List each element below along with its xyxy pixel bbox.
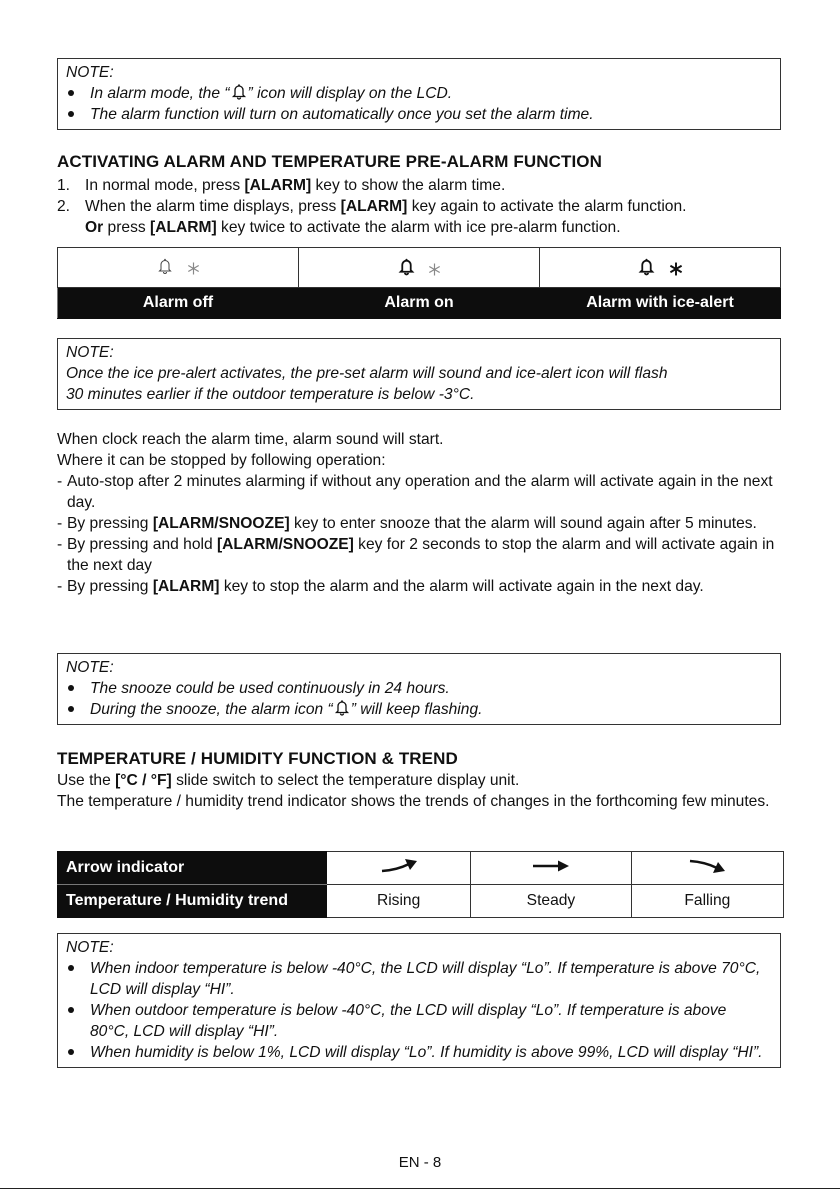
label-alarm-on: Alarm on <box>299 288 540 319</box>
arrow-rising-icon <box>379 858 419 874</box>
note-snooze <box>57 653 781 725</box>
snowflake-bold-icon <box>669 262 683 276</box>
step-text: key twice to activate the alarm with ice pre-alarm function. <box>216 219 621 236</box>
note-list <box>66 958 773 1063</box>
key-label: [ALARM/SNOOZE] <box>152 515 290 532</box>
paragraph-text: Use the <box>57 772 116 789</box>
step-item <box>57 175 787 196</box>
snowflake-outline-icon <box>428 263 441 276</box>
note-item <box>66 83 773 104</box>
arrow-cell <box>471 852 631 885</box>
trend-row <box>58 885 784 918</box>
key-label: [ALARM/SNOOZE] <box>216 536 354 553</box>
note-title: NOTE: <box>66 64 114 81</box>
arrow-falling-icon <box>687 858 727 874</box>
note-item: When outdoor temperature is below -40°C, the LCD will display “Lo”. If temperature is above 80°C, LCD will display “HI”. <box>66 1000 765 1042</box>
note-item: When humidity is below 1%, LCD will display “Lo”. If humidity is above 99%, LCD will display “HI”. <box>66 1042 765 1063</box>
section-heading-temperature: TEMPERATURE / HUMIDITY FUNCTION & TREND <box>57 749 458 768</box>
page-number: EN - 8 <box>398 1154 442 1171</box>
stop-operations-list <box>57 471 779 597</box>
arrow-cell <box>631 852 783 885</box>
trend-steady: Steady <box>471 885 631 918</box>
alarm-labels-row <box>58 288 781 319</box>
bell-icon <box>334 699 350 716</box>
note-text: ” will keep flashing. <box>350 701 483 718</box>
step-text: press <box>103 219 150 236</box>
key-label: [°C / °F] <box>115 772 172 789</box>
snowflake-outline-icon <box>187 262 200 275</box>
arrow-indicator-header: Arrow indicator <box>58 852 327 885</box>
operation-item <box>57 534 779 576</box>
section-heading-alarm: ACTIVATING ALARM AND TEMPERATURE PRE-ALARM FUNCTION <box>57 152 602 171</box>
step-number: 1. <box>57 177 71 194</box>
dash: - <box>57 515 63 532</box>
note-line: 30 minutes earlier if the outdoor temperature is below -3°C. <box>66 386 475 403</box>
label-alarm-off: Alarm off <box>58 288 299 319</box>
note-item: The alarm function will turn on automatically once you set the alarm time. <box>66 104 773 125</box>
alarm-steps <box>57 175 787 238</box>
steps-list <box>57 175 787 238</box>
dash: - <box>57 473 63 490</box>
key-label: [ALARM] <box>244 177 312 194</box>
operation-item <box>57 576 779 597</box>
alarm-mode-table <box>57 247 781 319</box>
note-item: The snooze could be used continuously in 24 hours. <box>66 678 773 699</box>
note-text: In alarm mode, the “ <box>90 85 230 102</box>
alarm-ice-alert-icons <box>540 248 781 288</box>
alarm-off-icons <box>58 248 299 288</box>
step-text: key again to activate the alarm function. <box>407 198 687 215</box>
note-title: NOTE: <box>66 939 114 956</box>
or-label: Or <box>85 219 104 236</box>
trend-rising: Rising <box>327 885 471 918</box>
operation-text: key to stop the alarm and the alarm will activate again in the next day. <box>219 578 704 595</box>
step-number: 2. <box>57 198 71 215</box>
key-label: [ALARM] <box>152 578 220 595</box>
temperature-text <box>57 770 781 812</box>
operation-text: By pressing <box>67 578 153 595</box>
operation-text: key for 2 seconds to stop the alarm and will activate again in the next day <box>67 536 775 574</box>
page-bottom-rule <box>0 1188 840 1189</box>
operation-text: By pressing <box>67 515 153 532</box>
alarm-stop-text <box>57 429 787 597</box>
bell-bold-icon <box>638 257 655 276</box>
note-list <box>66 83 773 125</box>
note-text: ” icon will display on the LCD. <box>247 85 453 102</box>
alarm-icons-row <box>58 248 781 288</box>
alarm-on-icons <box>299 248 540 288</box>
note-ice-pre-alert <box>57 338 781 410</box>
bell-bold-icon <box>398 257 415 276</box>
note-title: NOTE: <box>66 659 114 676</box>
operation-text: key to enter snooze that the alarm will sound again after 5 minutes. <box>289 515 757 532</box>
step-text: key to show the alarm time. <box>311 177 506 194</box>
step-item <box>57 196 787 238</box>
bell-icon <box>231 83 247 100</box>
note-title: NOTE: <box>66 344 114 361</box>
dash: - <box>57 578 63 595</box>
arrow-row <box>58 852 784 885</box>
paragraph <box>57 770 781 791</box>
note-text: During the snooze, the alarm icon “ <box>90 701 333 718</box>
dash: - <box>57 536 63 553</box>
note-lcd-range <box>57 933 781 1068</box>
key-label: [ALARM] <box>340 198 408 215</box>
trend-header: Temperature / Humidity trend <box>58 885 327 918</box>
trend-falling: Falling <box>631 885 783 918</box>
key-label: [ALARM] <box>150 219 217 236</box>
operation-text: Auto-stop after 2 minutes alarming if without any operation and the alarm will activate again in the next day. <box>67 473 773 511</box>
step-text: When the alarm time displays, press <box>85 198 341 215</box>
operation-text: By pressing and hold <box>67 536 217 553</box>
note-item: When indoor temperature is below -40°C, the LCD will display “Lo”. If temperature is above 70°C, LCD will display “HI”. <box>66 958 765 1000</box>
trend-table <box>57 851 784 918</box>
paragraph: Where it can be stopped by following operation: <box>57 452 386 469</box>
bell-outline-icon <box>157 257 173 275</box>
note-item <box>66 699 773 720</box>
note-alarm-mode <box>57 58 781 130</box>
label-alarm-ice-alert: Alarm with ice-alert <box>540 288 781 319</box>
note-line: Once the ice pre-alert activates, the pre-set alarm will sound and ice-alert icon will flash <box>66 365 668 382</box>
note-list <box>66 678 773 720</box>
arrow-cell <box>327 852 471 885</box>
operation-item <box>57 471 779 513</box>
paragraph-text: slide switch to select the temperature display unit. <box>171 772 520 789</box>
arrow-steady-icon <box>531 859 571 873</box>
paragraph: The temperature / humidity trend indicator shows the trends of changes in the forthcoming few minutes. <box>57 793 770 810</box>
paragraph: When clock reach the alarm time, alarm sound will start. <box>57 431 444 448</box>
operation-item <box>57 513 779 534</box>
step-text: In normal mode, press <box>85 177 245 194</box>
